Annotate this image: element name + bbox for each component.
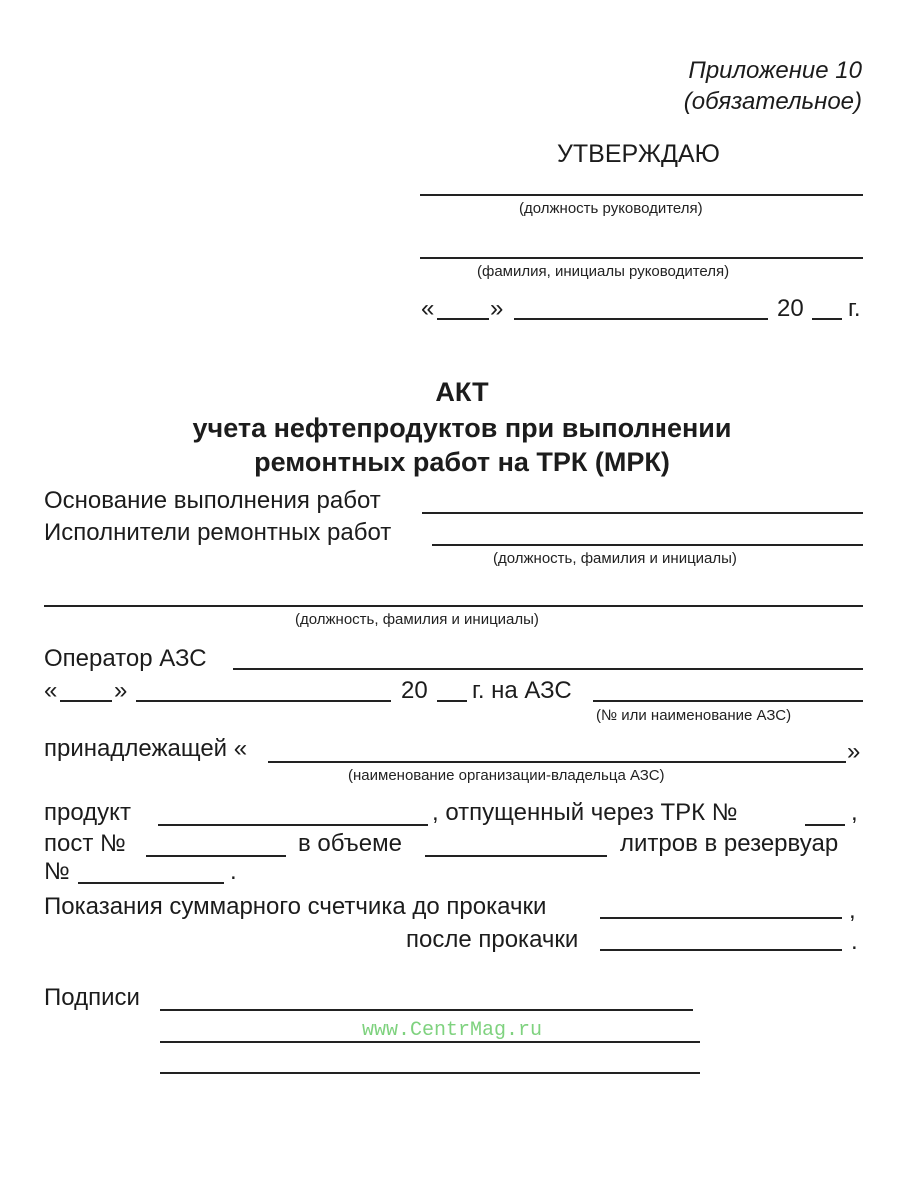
header-date-suffix: г.: [848, 295, 861, 322]
act-subtitle-line1: учета нефтепродуктов при выполнении: [192, 413, 732, 443]
signature-line-1[interactable]: [160, 1009, 693, 1011]
appendix-number: Приложение 10: [688, 57, 862, 84]
station-date-suffix: г. на АЗС: [472, 677, 572, 704]
header-date-open-quote: «: [421, 295, 435, 322]
counter-before-line[interactable]: [600, 917, 842, 919]
performers-line-1[interactable]: [432, 544, 863, 546]
station-date-day-line[interactable]: [60, 700, 112, 702]
product-label: продукт: [44, 799, 131, 826]
dispensed-label: , отпущенный через ТРК №: [432, 799, 738, 826]
basis-label: Основание выполнения работ: [44, 487, 381, 514]
watermark-text: www.CentrMag.ru: [362, 1019, 543, 1042]
performers-label: Исполнители ремонтных работ: [44, 519, 392, 546]
dispenser-comma: ,: [851, 799, 858, 826]
signatures-label: Подписи: [44, 984, 140, 1011]
act-subtitle-line2: ремонтных работ на ТРК (МРК): [254, 447, 670, 477]
counter-before-comma: ,: [849, 897, 856, 924]
counter-after-period: .: [851, 928, 858, 955]
counter-after-line[interactable]: [600, 949, 842, 951]
appendix-mandatory: (обязательное): [683, 88, 862, 115]
station-name-line[interactable]: [593, 700, 863, 702]
counter-after-label: после прокачки: [406, 926, 579, 953]
post-number-line[interactable]: [146, 855, 286, 857]
tank-period: .: [230, 858, 237, 885]
post-label: пост №: [44, 830, 126, 857]
product-line[interactable]: [158, 824, 428, 826]
station-date-month-line[interactable]: [136, 700, 391, 702]
station-date-year-line[interactable]: [437, 700, 467, 702]
basis-line[interactable]: [422, 512, 863, 514]
station-date-open-quote: «: [44, 677, 58, 704]
act-title: АКТ: [435, 377, 489, 407]
belonging-close-quote: »: [847, 738, 861, 765]
performer-caption-2: (должность, фамилия и инициалы): [295, 611, 539, 628]
operator-line[interactable]: [233, 668, 863, 670]
dispenser-number-line[interactable]: [805, 824, 845, 826]
performers-line-2[interactable]: [44, 605, 863, 607]
name-caption: (фамилия, инициалы руководителя): [477, 263, 730, 280]
header-date-year-line[interactable]: [812, 318, 842, 320]
performer-caption-1: (должность, фамилия и инициалы): [493, 550, 737, 567]
tank-number-sign: №: [44, 858, 70, 885]
station-date-close-quote: »: [114, 677, 128, 704]
volume-label: в объеме: [298, 830, 402, 857]
belonging-label: принадлежащей «: [44, 735, 248, 762]
header-date-close-quote: »: [490, 295, 504, 322]
volume-line[interactable]: [425, 855, 607, 857]
approve-heading: УТВЕРЖДАЮ: [557, 140, 720, 168]
station-caption: (№ или наименование АЗС): [596, 707, 792, 724]
counter-before-label: Показания суммарного счетчика до прокачки: [44, 893, 547, 920]
operator-label: Оператор АЗС: [44, 645, 207, 672]
position-caption: (должность руководителя): [519, 200, 703, 217]
liters-label: литров в резервуар: [620, 830, 839, 857]
header-date-year: 20: [777, 295, 804, 322]
owner-caption: (наименование организации-владельца АЗС): [348, 767, 665, 784]
signature-line-3[interactable]: [160, 1072, 700, 1074]
name-line[interactable]: [420, 257, 863, 259]
header-date-day-line[interactable]: [437, 318, 489, 320]
position-line[interactable]: [420, 194, 863, 196]
owner-line[interactable]: [268, 761, 846, 763]
station-date-year: 20: [401, 677, 428, 704]
header-date-month-line[interactable]: [514, 318, 768, 320]
tank-number-line[interactable]: [78, 882, 224, 884]
